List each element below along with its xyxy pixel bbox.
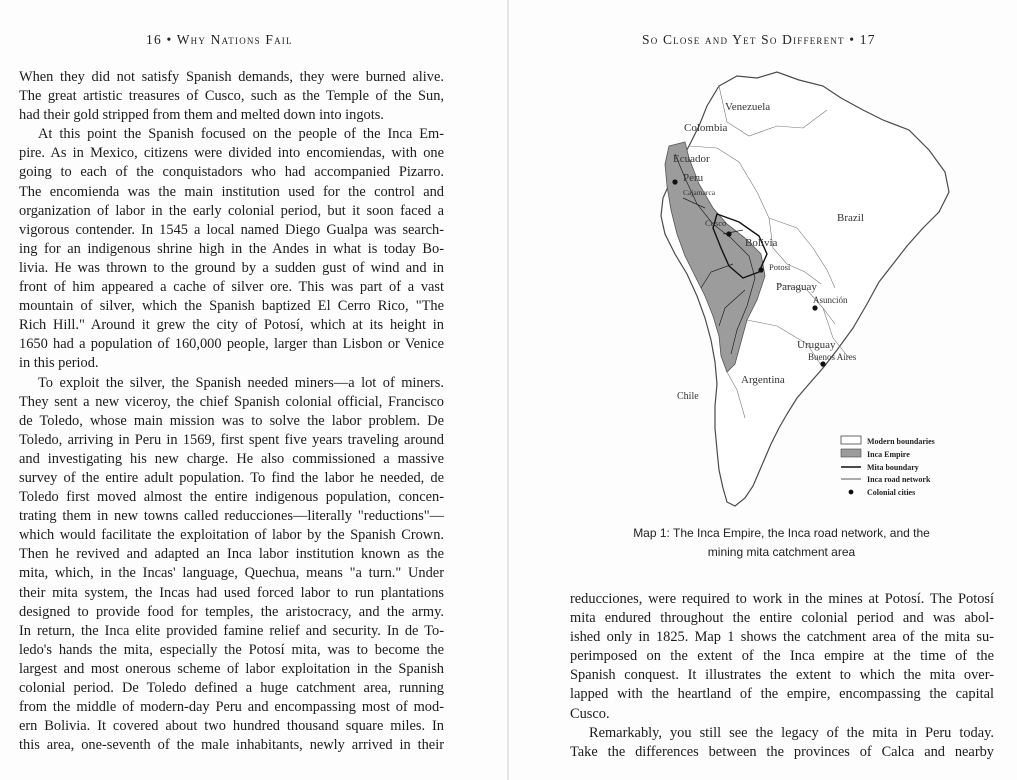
city-dot-asuncion: [812, 305, 817, 310]
text-line: mountain of silver, which the Spanish baptized El Cerro Rico, "The: [19, 298, 444, 315]
label-uruguay: Uruguay: [797, 339, 836, 351]
label-cajamarca: Cajamarca: [683, 188, 716, 197]
label-asuncion: Asunción: [813, 295, 848, 305]
text-line: Cusco.: [570, 705, 610, 722]
city-dot-buenos-aires: [820, 361, 825, 366]
body-text-left: [19, 68, 444, 755]
text-line: this area, one-seventh of the male inhabitants, newly arrived in their: [19, 737, 444, 754]
running-head-left: 16 • Why Nations Fail: [146, 32, 293, 47]
text-line: Rich Hill." Around it grew the city of Potosí, which at its height in: [19, 317, 444, 334]
label-chile: Chile: [677, 391, 699, 402]
city-dot-cusco: [726, 231, 731, 236]
legend-label-modern-boundaries: Modern boundaries: [867, 437, 935, 446]
label-peru: Peru: [683, 172, 704, 184]
text-line: survey of the entire adult population. To find the labor he needed, de: [19, 469, 444, 486]
text-line: in this period.: [19, 355, 99, 372]
label-argentina: Argentina: [741, 374, 785, 386]
text-line: At this point the Spanish focused on the people of the Inca Em-: [38, 126, 444, 143]
text-line: trating them in new towns called reducciones—literally "reductions"—: [19, 508, 444, 525]
text-line: designed to provide food for temples, the aristocracy, and the army.: [19, 603, 444, 620]
text-line: reducciones, were required to work in the mines at Potosí. The Potosí: [570, 591, 994, 607]
legend-symbol-modern-boundaries: [841, 436, 861, 444]
text-line: their mita system, the Incas had used forced labor to run plantations: [19, 584, 444, 601]
text-line: de Toledo, whose main mission was to solve the labor problem. De: [19, 412, 444, 429]
body-text-right: [570, 590, 994, 762]
text-line: Then he revived and adapted an Inca labor institution known as the: [19, 546, 444, 563]
text-line: front of him appeared a cache of silver ore. This was part of a vast: [19, 279, 444, 296]
legend-symbol-colonial-cities: [849, 490, 854, 495]
text-line: livia. He was thrown to the ground by a sudden gust of wind and in: [19, 259, 444, 276]
text-line: ished only in 1825. Map 1 shows the catchment area of the mita su-: [570, 629, 994, 646]
label-paraguay: Paraguay: [776, 281, 817, 293]
label-ecuador: Ecuador: [673, 153, 710, 165]
text-line: ing for an indigenous shrine high in the Andes in what is today Bo-: [19, 240, 444, 257]
map-caption-line-2: mining mita catchment area: [707, 545, 856, 559]
text-line: The encomienda was the main institution used for the control and: [19, 183, 444, 200]
city-dot-potosi: [758, 267, 763, 272]
text-line: colonial period. De Toledo defined a huge catchment area, running: [19, 680, 444, 696]
text-line: Spanish conquest. It illustrates the extent to which the mita over-: [570, 667, 994, 684]
legend-label-inca-empire: Inca Empire: [867, 450, 910, 459]
legend-label-road-network: Inca road network: [867, 475, 931, 484]
label-cusco: Cusco: [705, 218, 727, 228]
text-line: had their gold stripped from them and melted down into ingots.: [19, 107, 384, 124]
legend-label-mita-boundary: Mita boundary: [867, 463, 919, 472]
text-line: vigorous contender. In 1545 a local named Diego Gualpa was search-: [19, 221, 444, 238]
label-buenos-aires: Buenos Aires: [808, 352, 857, 362]
map-caption-line-1: Map 1: The Inca Empire, the Inca road network, and the: [633, 526, 930, 540]
city-dot-cajamarca: [672, 179, 677, 184]
map-caption: [599, 524, 964, 562]
text-line: mita endured throughout the entire colonial period and was abol-: [570, 610, 994, 627]
text-line: mita, which, in the Incas' language, Quechua, means "a turn." Under: [19, 565, 444, 582]
text-line: To exploit the silver, the Spanish needed miners—a lot of miners.: [38, 374, 444, 391]
label-brazil: Brazil: [837, 212, 864, 224]
text-line: largest and most onerous scheme of labor exploitation in the Spanish: [19, 660, 444, 677]
text-line: perimposed on the extent of the Inca empire at the time of the: [570, 648, 994, 665]
text-line: ledo's hands the mita, especially the Potosí mita, was to become the: [19, 641, 444, 658]
text-line: The great artistic treasures of Cusco, such as the Temple of the Sun,: [19, 88, 444, 105]
text-line: pire. As in Mexico, citizens were divided into encomiendas, with one: [19, 145, 444, 162]
text-line: organization of labor in the early colonial period, but it soon faced a: [19, 202, 444, 219]
label-bolivia: Bolivia: [745, 237, 778, 249]
right-page: [509, 0, 1017, 780]
text-line: Toledo, arriving in Peru in 1569, first spent five years traveling around: [19, 431, 444, 448]
text-line: 1650 had a population of 160,000 people, larger than Lisbon or Venice: [19, 336, 444, 353]
text-line: Toledo first moved almost the entire indigenous population, concen-: [19, 489, 444, 506]
text-line: Take the differences between the provinces of Calca and nearby: [570, 743, 994, 760]
text-line: In return, the Inca elite provided famine relief and security. In de To-: [19, 622, 444, 639]
text-line: Remarkably, you still see the legacy of the mita in Peru today.: [589, 724, 994, 741]
text-line: from the middle of modern-day Peru and encompassing most of mod-: [19, 699, 444, 716]
text-line: When they did not satisfy Spanish demands, they were burned alive.: [19, 69, 444, 85]
label-venezuela: Venezuela: [725, 101, 771, 113]
legend-symbol-inca-empire: [841, 449, 861, 457]
south-america-map: [627, 58, 957, 518]
text-line: lapped with the heartland of the empire, encompassing the capital: [570, 686, 994, 703]
text-line: They sent a new viceroy, the chief Spanish colonial official, Francisco: [19, 393, 444, 410]
running-head-right: So Close and Yet So Different • 17: [642, 32, 876, 47]
text-line: and investigating his new charge. He also commissioned a massive: [19, 450, 444, 467]
label-colombia: Colombia: [684, 122, 728, 134]
text-line: ern Bolivia. It covered about two hundred thousand square miles. In: [19, 718, 444, 735]
text-line: which would facilitate the exploitation of labor by the Spanish Crown.: [19, 527, 444, 544]
text-line: going to each of the conquistadors who had accompanied Pizarro.: [19, 164, 444, 181]
label-potosi: Potosí: [769, 262, 791, 272]
legend-label-colonial-cities: Colonial cities: [867, 488, 916, 497]
map-legend: [841, 436, 935, 497]
left-page: [0, 0, 508, 780]
